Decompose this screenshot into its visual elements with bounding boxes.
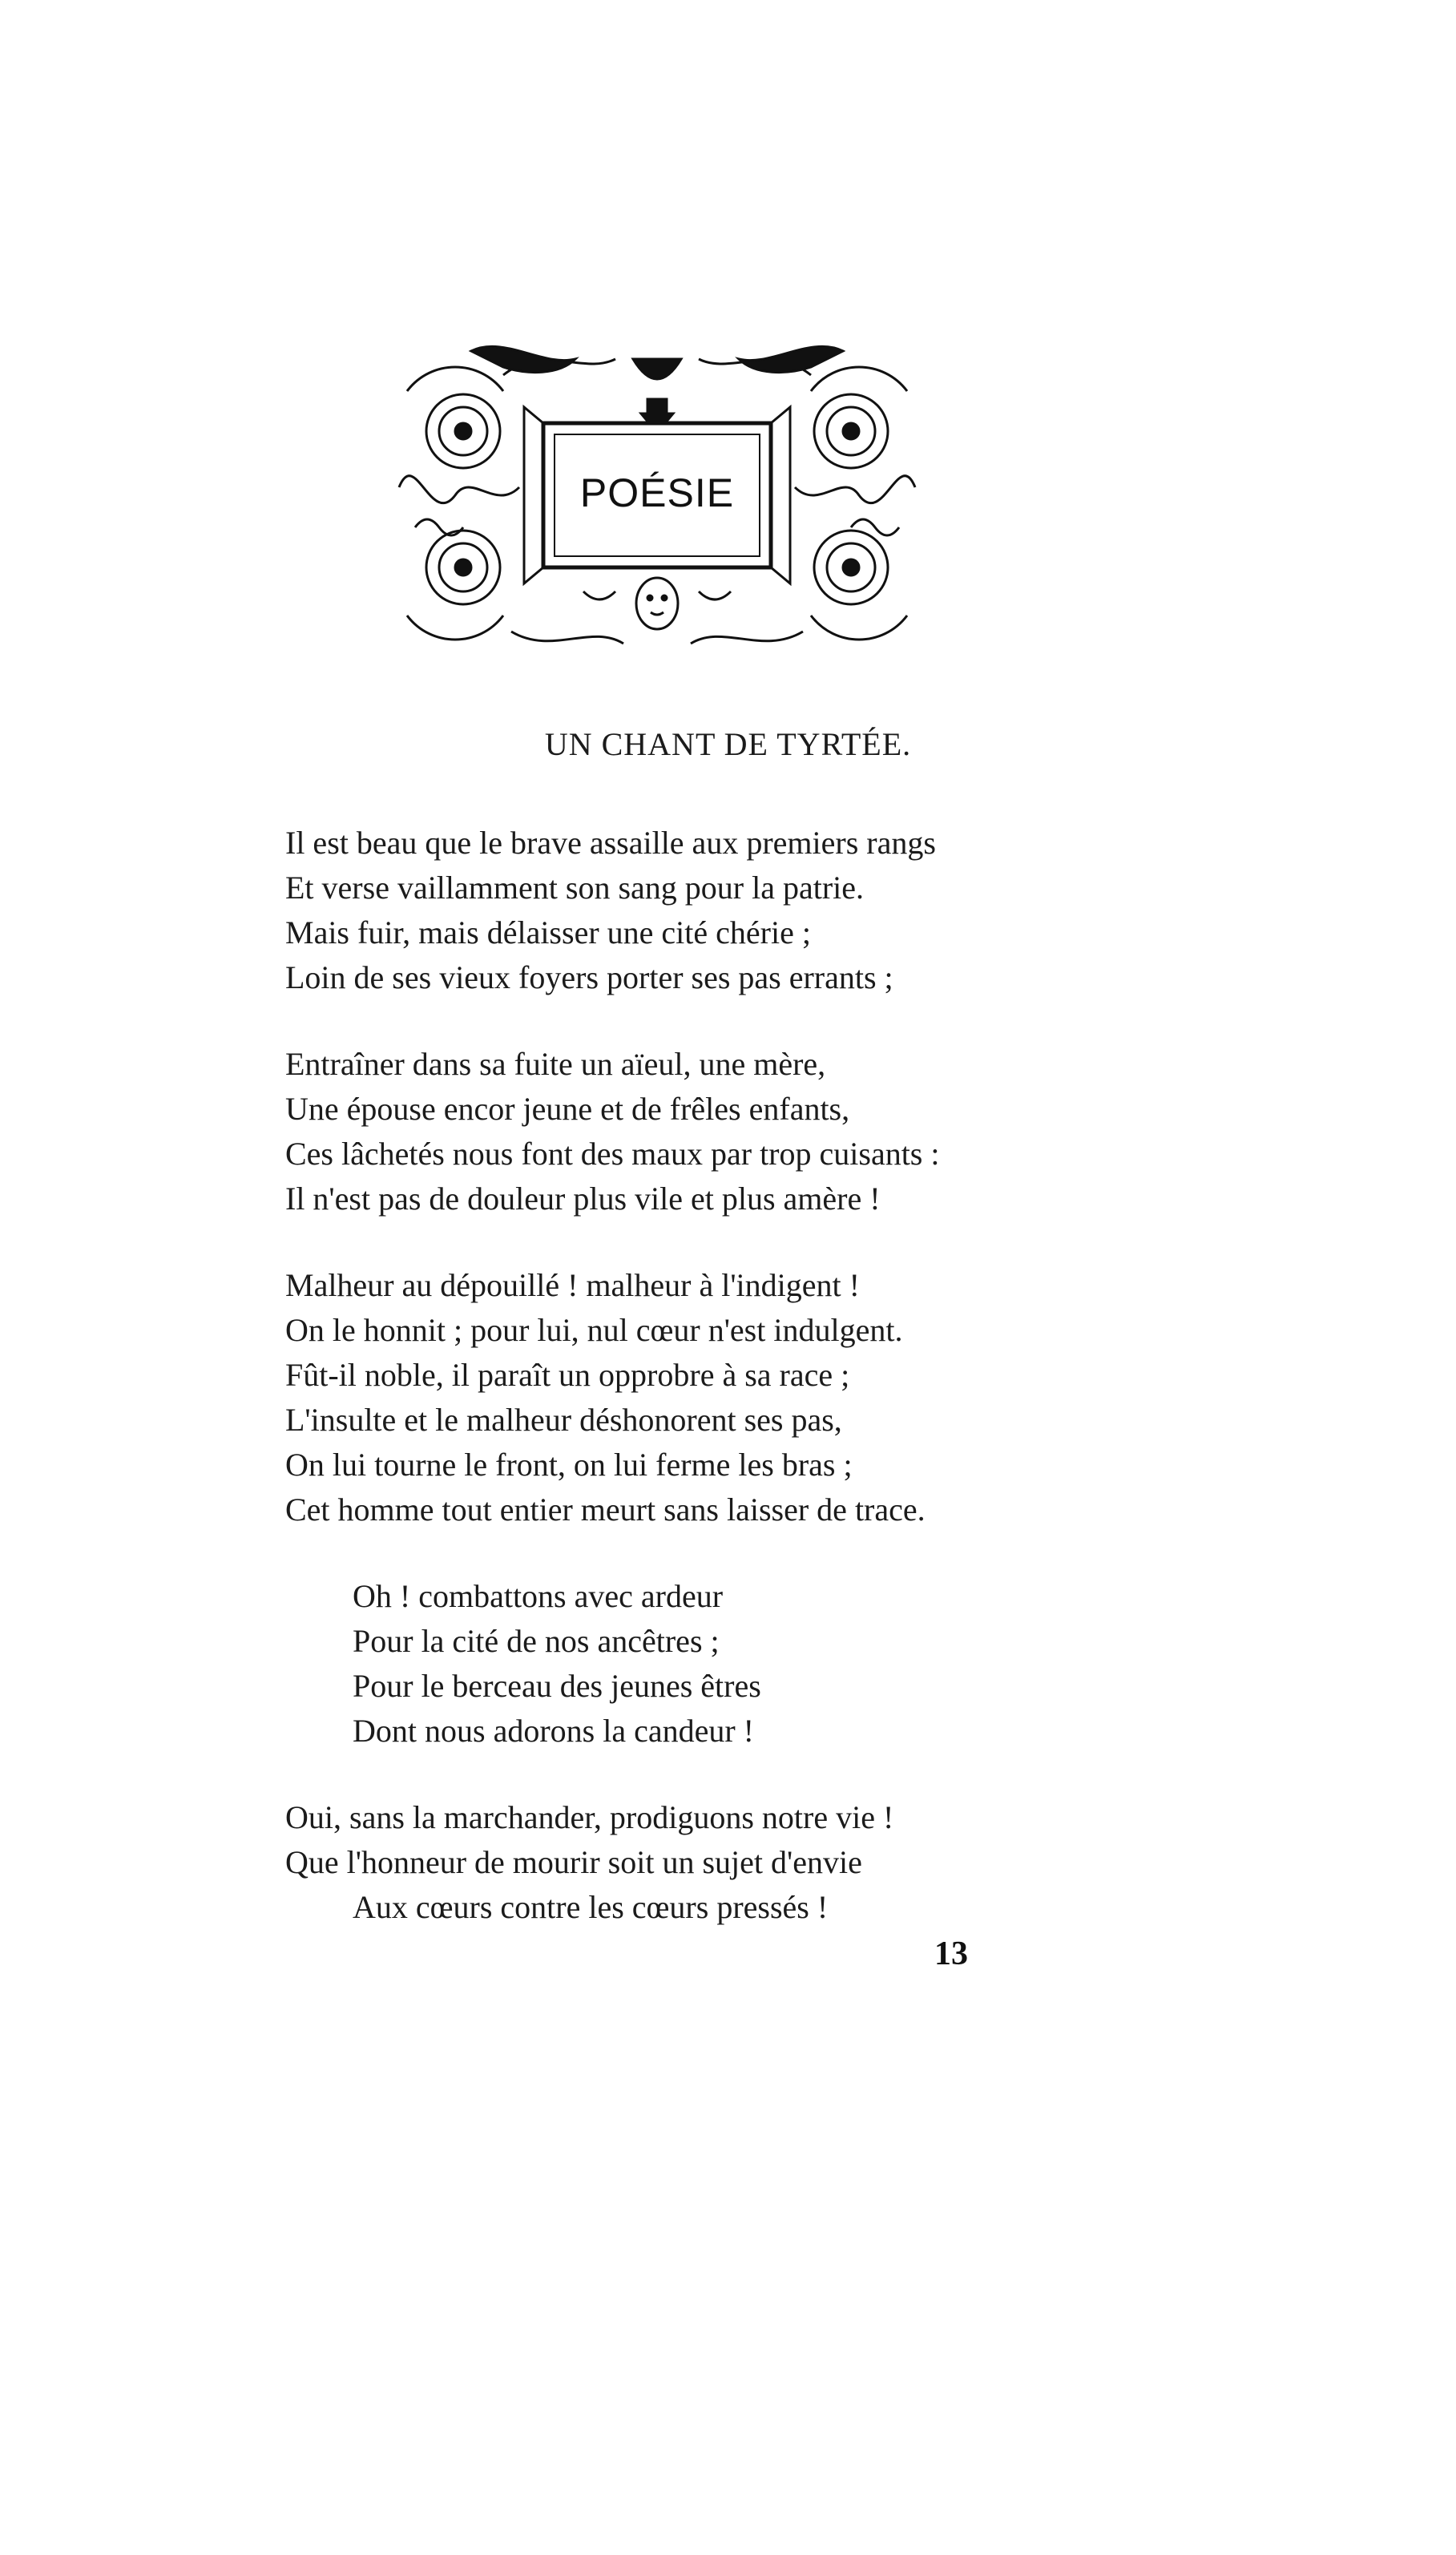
verse-line: Une épouse encor jeune et de frêles enfants, — [285, 1091, 850, 1127]
verse-line: Aux cœurs contre les cœurs pressés ! — [353, 1889, 829, 1925]
verse-line: Loin de ses vieux foyers porter ses pas errants ; — [285, 959, 893, 995]
verse-line: Mais fuir, mais délaisser une cité chérie ; — [285, 914, 811, 951]
stanza-4-refrain — [353, 1574, 761, 1754]
verse-line: Fût-il noble, il paraît un opprobre à sa race ; — [285, 1357, 850, 1393]
verse-line: Dont nous adorons la candeur ! — [353, 1713, 754, 1749]
verse-line: Il n'est pas de douleur plus vile et plus amère ! — [285, 1181, 881, 1217]
verse-line: Que l'honneur de mourir soit un sujet d'envie — [285, 1844, 862, 1880]
verse-line: Il est beau que le brave assaille aux premiers rangs — [285, 825, 936, 861]
verse-line: L'insulte et le malheur déshonorent ses pas, — [285, 1402, 842, 1438]
stanza-2 — [285, 1042, 939, 1221]
verse-line: Pour le berceau des jeunes êtres — [353, 1668, 761, 1704]
stanza-3 — [285, 1263, 926, 1532]
verse-line: On lui tourne le front, on lui ferme les bras ; — [285, 1447, 853, 1483]
poem-title: UN CHANT DE TYRTÉE. — [544, 726, 912, 762]
verse-line: Oui, sans la marchander, prodiguons notre vie ! — [285, 1799, 894, 1835]
stanza-5 — [285, 1795, 893, 1930]
verse-line: Oh ! combattons avec ardeur — [353, 1578, 724, 1614]
verse-line: Pour la cité de nos ancêtres ; — [353, 1623, 720, 1659]
verse-line: Malheur au dépouillé ! malheur à l'indigent ! — [285, 1267, 860, 1303]
verse-line: Entraîner dans sa fuite un aïeul, une mère, — [285, 1046, 826, 1082]
stanza-1 — [285, 821, 936, 1000]
verse-line: Cet homme tout entier meurt sans laisser de trace. — [285, 1491, 926, 1528]
verse-line: Ces lâchetés nous font des maux par trop cuisants : — [285, 1136, 940, 1172]
verse-line: On le honnit ; pour lui, nul cœur n'est indulgent. — [285, 1312, 903, 1348]
page-number: 13 — [934, 1935, 968, 1972]
verse-line: Et verse vaillamment son sang pour la patrie. — [285, 870, 865, 906]
section-heading-poesie: POÉSIE — [579, 470, 735, 515]
